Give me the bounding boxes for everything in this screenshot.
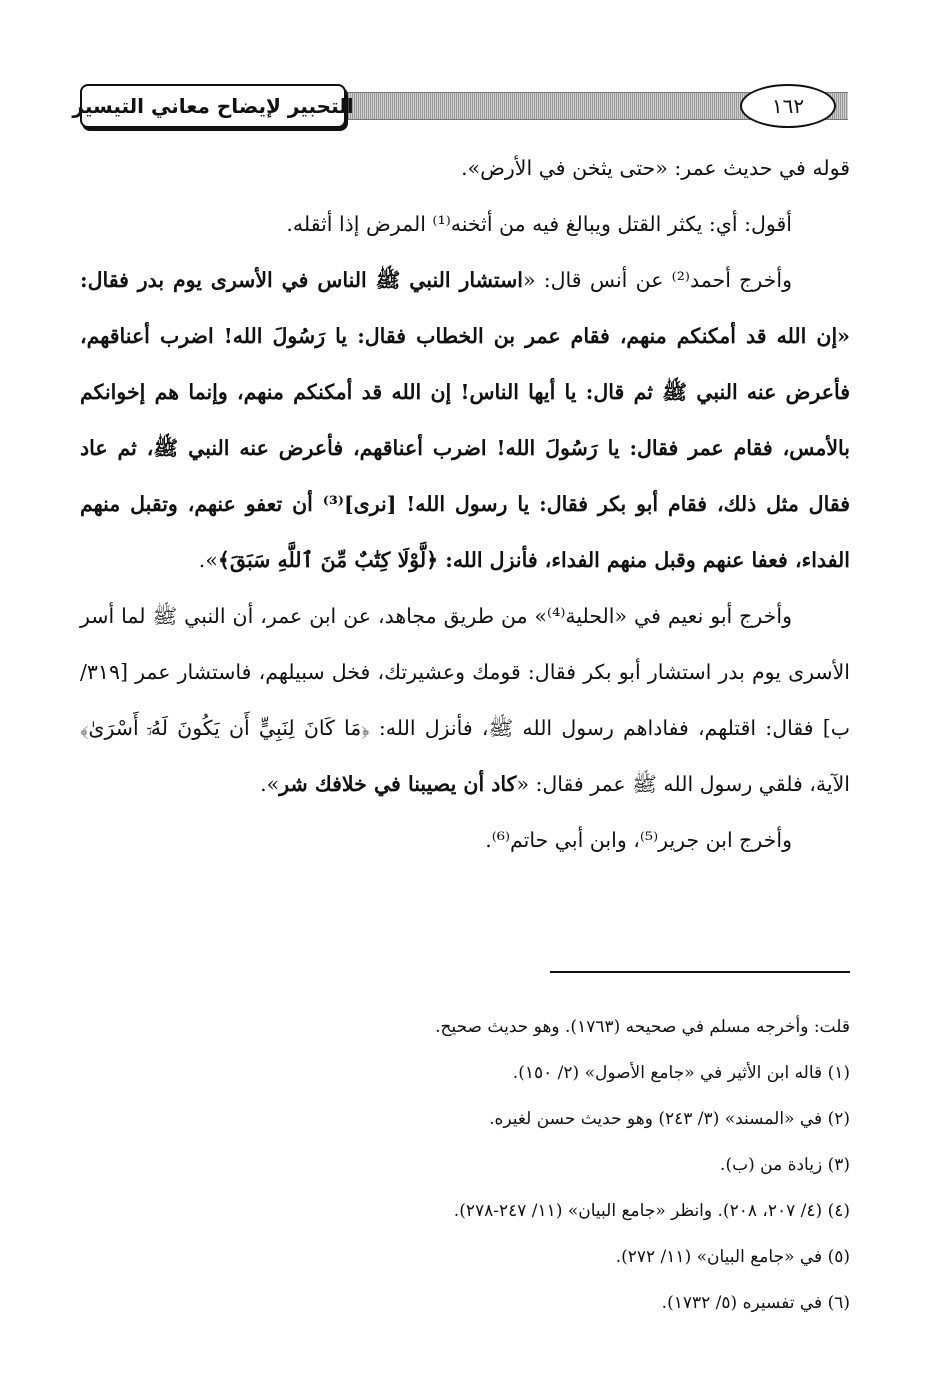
header-title-frame [72, 84, 354, 128]
footnote-2: (٢) في «المسند» (٣/ ٢٤٣) وهو حديث حسن لغيره. [489, 1109, 850, 1129]
paragraph-3-intro: وأخرج أحمد⁽²⁾ عن أنس قال: « [522, 268, 792, 292]
paragraph-4-outro: ». [260, 772, 280, 796]
footnote-divider [550, 971, 850, 973]
book-title: التحبير لإيضاح معاني التيسير [72, 94, 354, 118]
main-text [80, 140, 850, 868]
quote-bold: كاد أن يصيبنا في خلافك شر [279, 772, 517, 796]
paragraph-3 [80, 252, 850, 588]
footnote-note: قلت: وأخرجه مسلم في صحيحه (١٧٦٣). وهو حديث صحيح. [435, 1017, 850, 1037]
footnote-5: (٥) في «جامع البيان» (١١/ ٢٧٢). [615, 1247, 850, 1267]
paragraph-1: قوله في حديث عمر: «حتى يثخن في الأرض». [461, 156, 850, 180]
paragraph-2: أقول: أي: يكثر القتل ويبالغ فيه من أثخنه⁽¹⁾ المرض إذا أثقله. [286, 212, 792, 236]
footnotes [80, 1004, 850, 1326]
page-number: ١٦٢ [771, 94, 805, 118]
page-number-frame [740, 84, 836, 128]
footnote-3: (٣) زيادة من (ب). [720, 1155, 850, 1175]
paragraph-5: وأخرج ابن جرير⁽⁵⁾، وابن أبي حاتم⁽⁶⁾. [485, 828, 792, 852]
paragraph-4 [80, 588, 850, 812]
hadith-text: استشار النبي ﷺ الناس في الأسرى يوم بدر فقال: «إن الله قد أمكنكم منهم، فقام عمر بن الخطاب فقال: يا رَسُولَ الله! اضرب أعناقهم، فأعرض عنه النبي ﷺ ثم قال: يا أيها الناس! إن الله قد أمكنكم منهم، وإنما هم إخوانكم بالأمس، فقام عمر فقال: يا رَسُولَ الله! اضرب أعناقهم، فأعرض عنه النبي ﷺ، ثم عاد فقال مثل ذلك، فقام أبو بكر فقال: يا رسول الله! [نرى]⁽³⁾ أن تعفو عنهم، وتقبل منهم الفداء، فعفا عنهم وقبل منهم الفداء، فأنزل الله: ﴿لَّوْلَا كِتَٰبٌ مِّنَ ٱللَّهِ سَبَقَ﴾ [80, 268, 850, 572]
paragraph-4-intro: وأخرج أبو نعيم في «الحلية⁽⁴⁾» من طريق مجاهد، عن ابن عمر، أن النبي ﷺ لما أسر الأسرى يوم بدر استشار أبو بكر فقال: قومك وعشيرتك، فخل سبيلهم، فاستشار عمر [٣١٩/ب] فقال: اقتلهم، ففاداهم رسول الله ﷺ، فأنزل الله: ﴿مَا كَانَ لِنَبِيٍّ أَن يَكُونَ لَهُۥٓ أَسْرَىٰ﴾ الآية، فلقي رسول الله ﷺ عمر فقال: « [80, 604, 850, 796]
footnote-4: (٤) (٤/ ٢٠٧، ٢٠٨). وانظر «جامع البيان» (١١/ ٢٤٧-٢٧٨). [453, 1201, 850, 1221]
footnote-6: (٦) في تفسيره (٥/ ١٧٣٢). [661, 1293, 850, 1313]
footnote-1: (١) قاله ابن الأثير في «جامع الأصول» (٢/ ١٥٠). [512, 1063, 850, 1083]
paragraph-3-outro: ». [198, 548, 218, 572]
